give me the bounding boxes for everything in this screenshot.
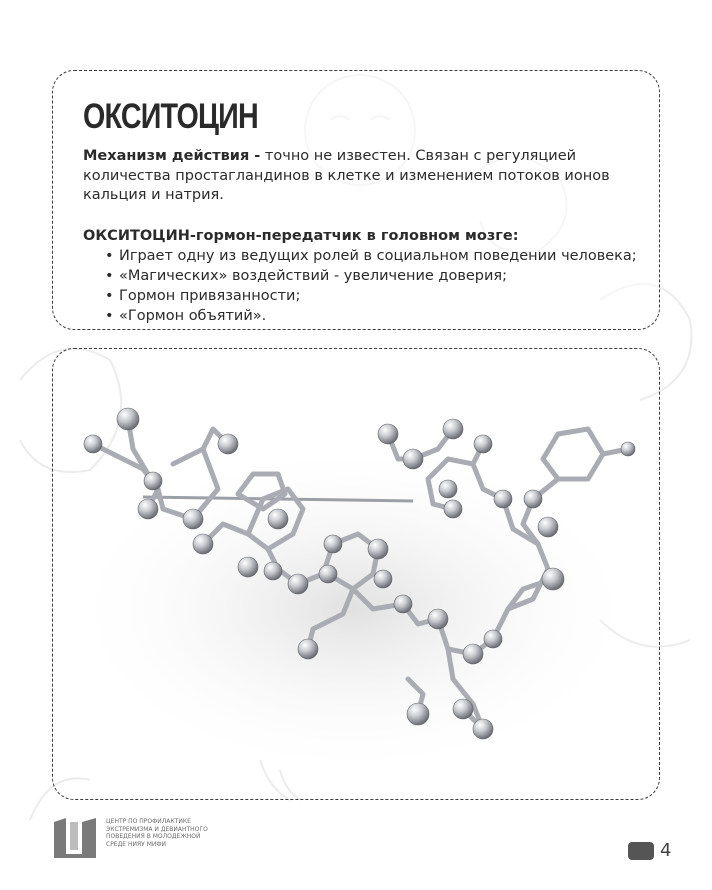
org-line: ЦЕНТР ПО ПРОФИЛАКТИКЕ (106, 818, 191, 825)
list-item: • Гормон привязанности; (105, 286, 659, 306)
org-line: ПОВЕДЕНИЯ В МОЛОДЕЖНОЙ (106, 833, 201, 841)
page-title: ОКСИТОЦИН (83, 97, 258, 136)
organization-name (106, 818, 236, 848)
organization-logo (52, 816, 100, 860)
list-item: • «Магических» воздействий - увеличение доверия; (105, 266, 659, 286)
org-line: ЭКСТРЕМИЗМА И ДЕВИАНТНОГО (106, 825, 208, 833)
oxytocin-molecule-brooch-image (53, 349, 660, 800)
subheading: ОКСИТОЦИН-гормон-передатчик в головном мозге: (83, 227, 519, 244)
mechanism-label: Механизм действия - (83, 148, 261, 164)
bullet-list (83, 246, 659, 326)
org-line: СРЕДЕ НИЯУ МИФИ (106, 840, 167, 848)
page-number-marker (628, 842, 654, 860)
list-item: • «Гормон объятий». (105, 306, 659, 326)
list-item: • Играет одну из ведущих ролей в социальном поведении человека; (105, 246, 659, 266)
image-card (52, 348, 660, 800)
mechanism-paragraph (83, 147, 643, 206)
page-number: 4 (660, 840, 672, 861)
mechanism-text: точно не известен. Связан с регуляцией количества простагландинов в клетке и изменением потоков ионов кальция и натрия. (83, 148, 610, 203)
info-card (52, 70, 660, 330)
